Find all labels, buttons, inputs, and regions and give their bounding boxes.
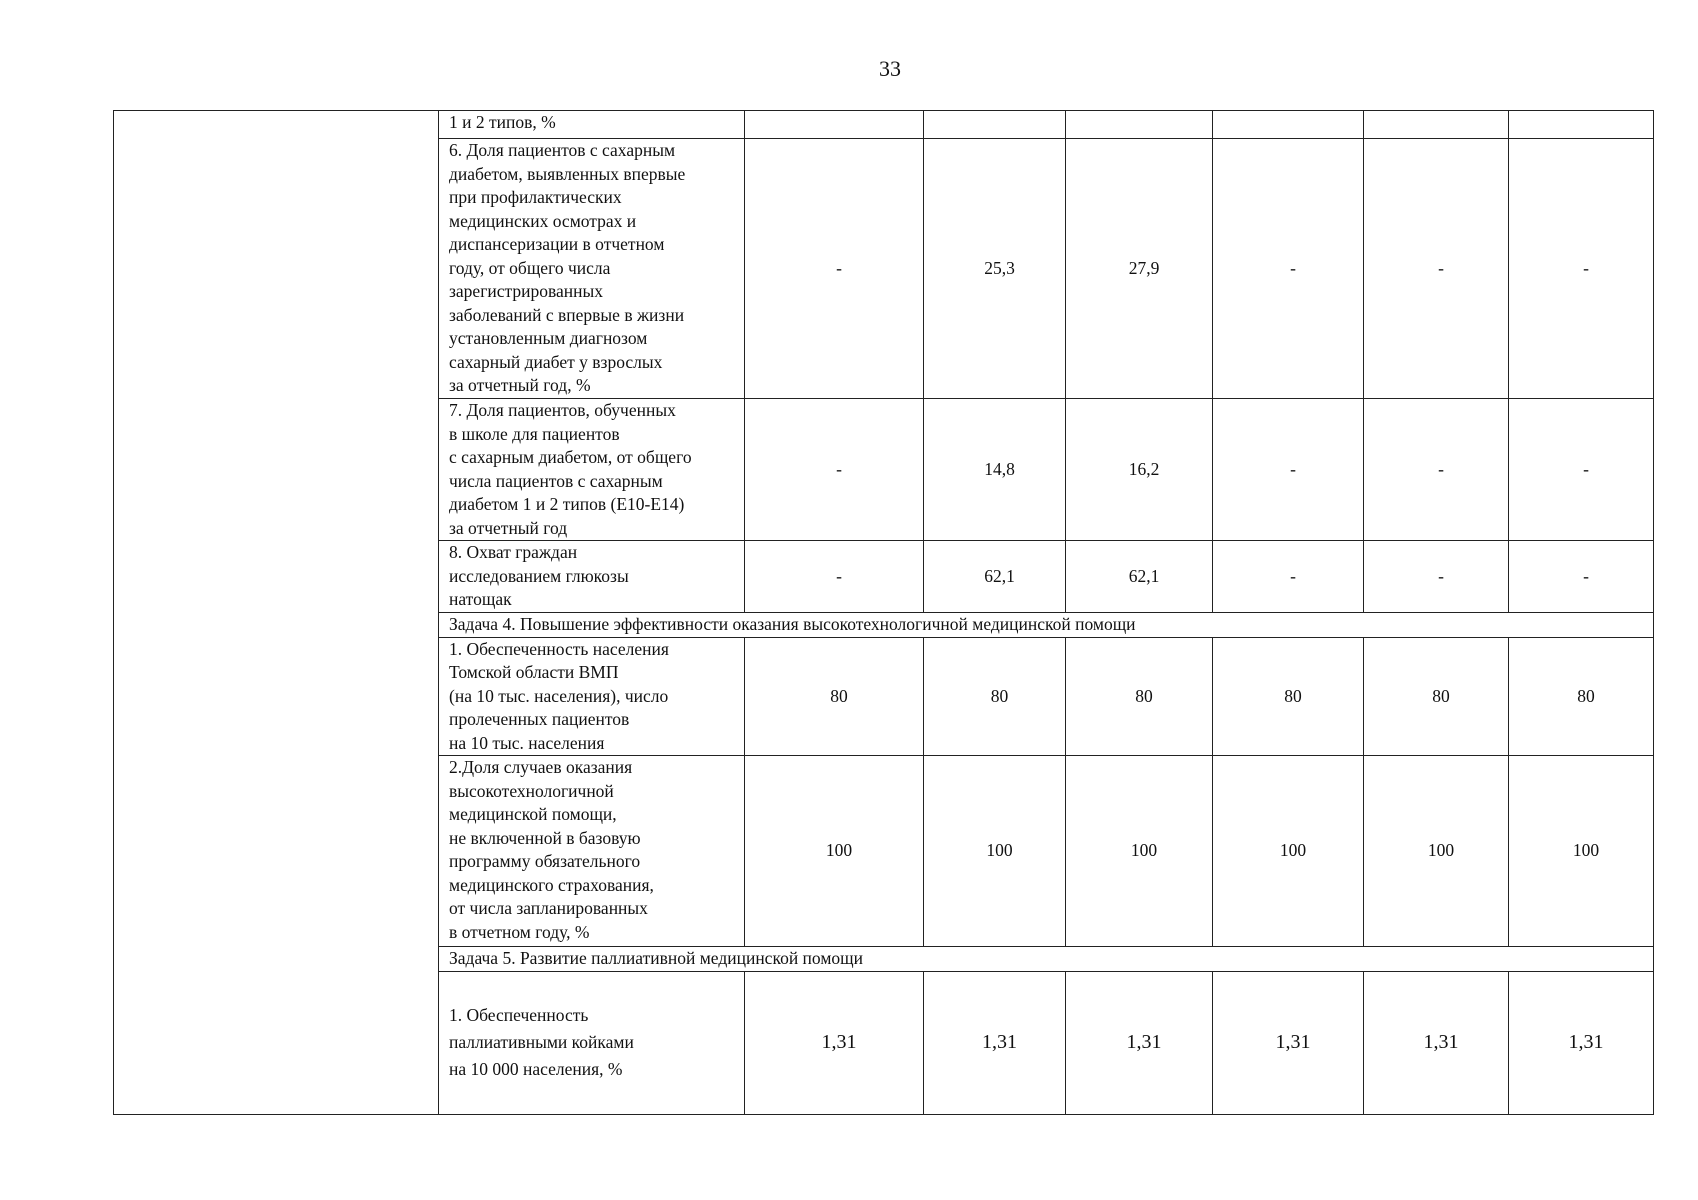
value-cell: 100 (1213, 756, 1364, 947)
indicator-name: 7. Доля пациентов, обученных в школе для пациентов с сахарным диабетом, от общего числа пациентов с сахарным диабетом 1 и 2 типов (Е10-Е14) за отчетный год (439, 399, 745, 541)
value-cell: - (1509, 541, 1654, 613)
indicator-name: 2.Доля случаев оказания высокотехнологичной медицинской помощи, не включенной в базовую программу обязательного медицинского страхования, от числа запланированных в отчетном году, % (439, 756, 745, 947)
task-title: Задача 4. Повышение эффективности оказания высокотехнологичной медицинской помощи (439, 613, 1654, 638)
value-cell: 27,9 (1066, 139, 1213, 399)
value-cell (1213, 111, 1364, 139)
value-cell: 100 (1364, 756, 1509, 947)
value-cell: 100 (924, 756, 1066, 947)
value-cell: 80 (1213, 637, 1364, 756)
value-cell: - (745, 399, 924, 541)
value-cell: - (1364, 139, 1509, 399)
value-cell: 25,3 (924, 139, 1066, 399)
value-cell (924, 111, 1066, 139)
empty-left-column (114, 111, 439, 1115)
value-cell: - (1213, 541, 1364, 613)
value-cell: - (1213, 399, 1364, 541)
value-cell: 62,1 (1066, 541, 1213, 613)
value-cell: 80 (745, 637, 924, 756)
value-cell: 1,31 (1509, 971, 1654, 1114)
value-cell: 80 (1509, 637, 1654, 756)
page-number: 33 (879, 56, 901, 81)
value-cell (1066, 111, 1213, 139)
value-cell: - (1364, 541, 1509, 613)
value-cell (1509, 111, 1654, 139)
indicator-name: 6. Доля пациентов с сахарным диабетом, выявленных впервые при профилактических медицинских осмотрах и диспансеризации в отчетном году, от общего числа зарегистрированных заболеваний с впервые в жизни установленным диагнозом сахарный диабет у взрослых за отчетный год, % (439, 139, 745, 399)
value-cell (1364, 111, 1509, 139)
indicator-name: 1. Обеспеченность паллиативными койками на 10 000 населения, % (439, 971, 745, 1114)
indicator-name: 1. Обеспеченность населения Томской области ВМП (на 10 тыс. населения), число пролеченных пациентов на 10 тыс. населения (439, 637, 745, 756)
table-row (114, 111, 1654, 139)
indicator-name: 1 и 2 типов, % (439, 111, 745, 139)
value-cell: - (745, 139, 924, 399)
value-cell: 80 (1066, 637, 1213, 756)
task-title: Задача 5. Развитие паллиативной медицинской помощи (439, 947, 1654, 972)
value-cell: - (1364, 399, 1509, 541)
value-cell: 62,1 (924, 541, 1066, 613)
value-cell: 100 (1509, 756, 1654, 947)
value-cell: 1,31 (1213, 971, 1364, 1114)
value-cell: 16,2 (1066, 399, 1213, 541)
value-cell: 80 (1364, 637, 1509, 756)
value-cell: 1,31 (1066, 971, 1213, 1114)
value-cell: - (1509, 139, 1654, 399)
value-cell: 80 (924, 637, 1066, 756)
value-cell: - (1509, 399, 1654, 541)
value-cell (745, 111, 924, 139)
indicators-table (113, 110, 1654, 1115)
value-cell: - (745, 541, 924, 613)
value-cell: 1,31 (1364, 971, 1509, 1114)
value-cell: 100 (745, 756, 924, 947)
indicator-name: 8. Охват граждан исследованием глюкозы натощак (439, 541, 745, 613)
value-cell: 14,8 (924, 399, 1066, 541)
value-cell: 1,31 (745, 971, 924, 1114)
value-cell: - (1213, 139, 1364, 399)
value-cell: 100 (1066, 756, 1213, 947)
value-cell: 1,31 (924, 971, 1066, 1114)
